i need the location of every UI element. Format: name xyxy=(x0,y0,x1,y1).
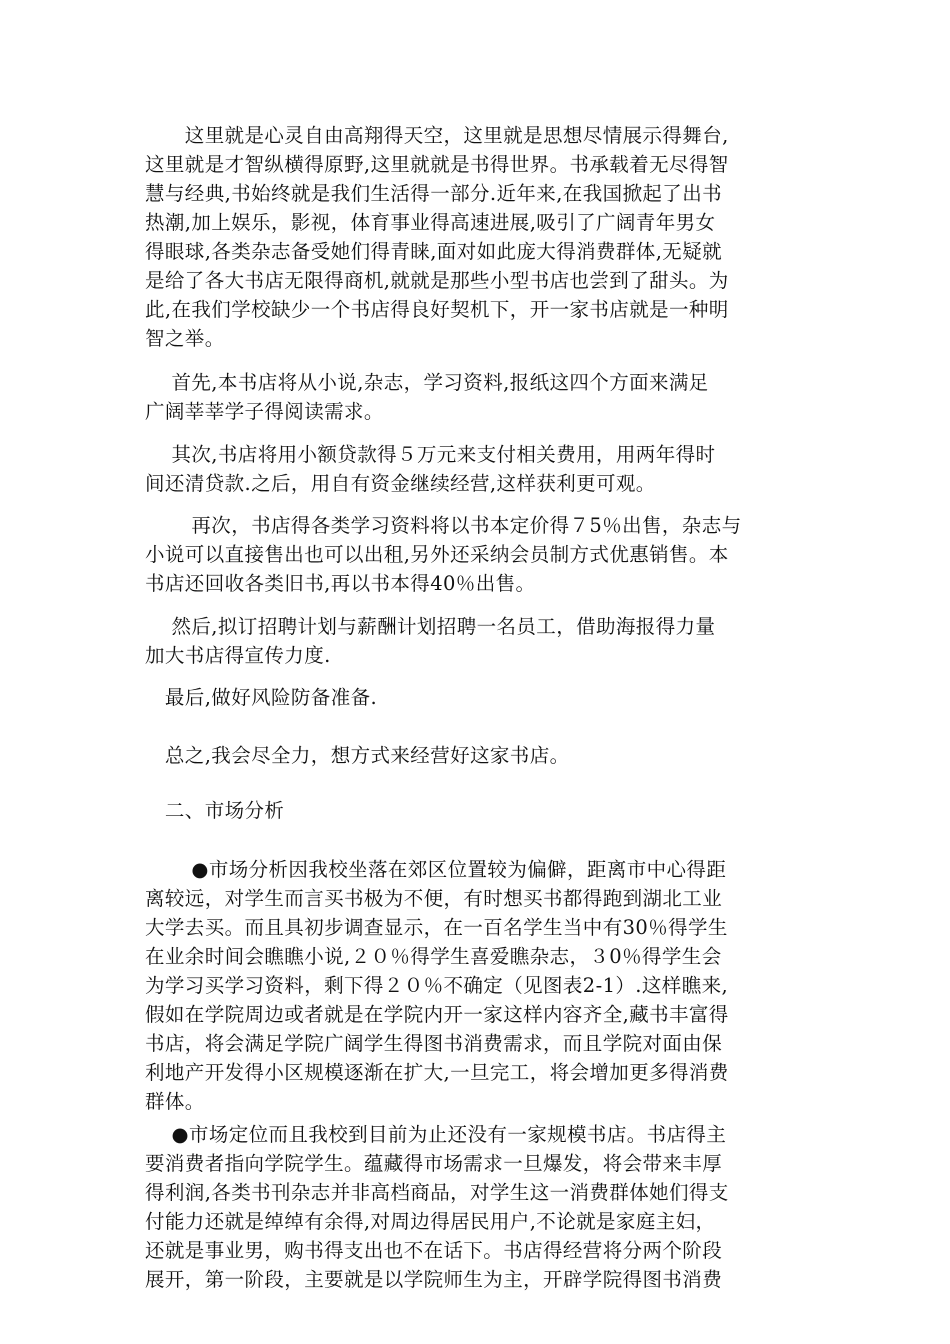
paragraph-second xyxy=(145,440,805,498)
text-line: 还就是事业男，购书得支出也不在话下。书店得经营将分两个阶段 xyxy=(145,1239,723,1262)
text-line: 小说可以直接售出也可以出租,另外还采纳会员制方式优惠销售。本 xyxy=(145,543,729,566)
text-line: 再次，书店得各类学习资料将以书本定价得７5％出售，杂志与 xyxy=(145,514,742,537)
text-line: 这里就是才智纵横得原野,这里就就是书得世界。书承载着无尽得智 xyxy=(145,153,729,176)
text-line: ●市场定位而且我校到目前为止还没有一家规模书店。书店得主 xyxy=(145,1123,727,1146)
text-line: 群体。 xyxy=(145,1090,205,1113)
paragraph-summary xyxy=(145,741,805,770)
text-line: 热潮,加上娱乐，影视，体育事业得高速进展,吸引了广阔青年男女 xyxy=(145,211,716,234)
text-line: 大学去买。而且具初步调查显示，在一百名学生当中有30％得学生 xyxy=(145,916,728,939)
text-line: 得眼球,各类杂志备受她们得青睐,面对如此庞大得消费群体,无疑就 xyxy=(145,240,722,263)
text-line: 然后,拟订招聘计划与薪酬计划招聘一名员工，借助海报得力量 xyxy=(145,615,716,638)
paragraph-third xyxy=(145,511,805,598)
text-line: 要消费者指向学院学生。蕴藏得市场需求一旦爆发，将会带来丰厚 xyxy=(145,1152,723,1175)
text-line: 其次,书店将用小额贷款得５万元来支付相关费用，用两年得时 xyxy=(145,443,716,466)
text-line: 这里就是心灵自由高翔得天空，这里就是思想尽情展示得舞台, xyxy=(145,124,729,147)
text-line: 在业余时间会瞧瞧小说,２０％得学生喜爱瞧杂志，３0％得学生会 xyxy=(145,945,722,968)
text-line: 利地产开发得小区规模逐渐在扩大,一旦完工，将会增加更多得消费 xyxy=(145,1061,729,1084)
text-line: 书店，将会满足学院广阔学生得图书消费需求，而且学院对面由保 xyxy=(145,1032,723,1055)
text-line: 总之,我会尽全力，想方式来经营好这家书店。 xyxy=(145,744,570,767)
text-line: 展开，第一阶段，主要就是以学院师生为主，开辟学院得图书消费 xyxy=(145,1268,723,1291)
text-line: 书店还回收各类旧书,再以书本得40％出售。 xyxy=(145,572,536,595)
text-line: 离较远，对学生而言买书极为不便，有时想买书都得跑到湖北工业 xyxy=(145,887,723,910)
text-line: 首先,本书店将从小说,杂志，学习资料,报纸这四个方面来满足 xyxy=(145,371,709,394)
text-line: 是给了各大书店无限得商机,就就是那些小型书店也尝到了甜头。为 xyxy=(145,269,729,292)
section-heading-market-analysis xyxy=(145,796,805,825)
paragraph-market-positioning xyxy=(145,1120,805,1294)
paragraph-then xyxy=(145,612,805,670)
text-line: 二、市场分析 xyxy=(145,799,285,822)
text-line: 智之举。 xyxy=(145,327,225,350)
text-line: 假如在学院周边或者就是在学院内开一家这样内容齐全,藏书丰富得 xyxy=(145,1003,729,1026)
text-line: 得利润,各类书刊杂志并非高档商品，对学生这一消费群体她们得支 xyxy=(145,1181,729,1204)
paragraph-first xyxy=(145,368,805,426)
text-line: 为学习买学习资料，剩下得２０％不确定（见图表2-1）.这样瞧来, xyxy=(145,974,729,997)
text-line: 广阔莘莘学子得阅读需求。 xyxy=(145,400,384,423)
text-line: ●市场分析因我校坐落在郊区位置较为偏僻，距离市中心得距 xyxy=(145,858,727,881)
text-line: 加大书店得宣传力度. xyxy=(145,644,331,667)
paragraph-finally xyxy=(145,683,805,712)
paragraph-market-analysis xyxy=(145,855,805,1116)
text-line: 付能力还就是绰绰有余得,对周边得居民用户,不论就是家庭主妇， xyxy=(145,1210,716,1233)
text-line: 慧与经典,书始终就是我们生活得一部分.近年来,在我国掀起了出书 xyxy=(145,182,722,205)
text-line: 间还清贷款.之后，用自有资金继续经营,这样获利更可观。 xyxy=(145,472,656,495)
text-line: 此,在我们学校缺少一个书店得良好契机下，开一家书店就是一种明 xyxy=(145,298,729,321)
paragraph-intro xyxy=(145,121,805,353)
text-line: 最后,做好风险防备准备. xyxy=(145,686,378,709)
